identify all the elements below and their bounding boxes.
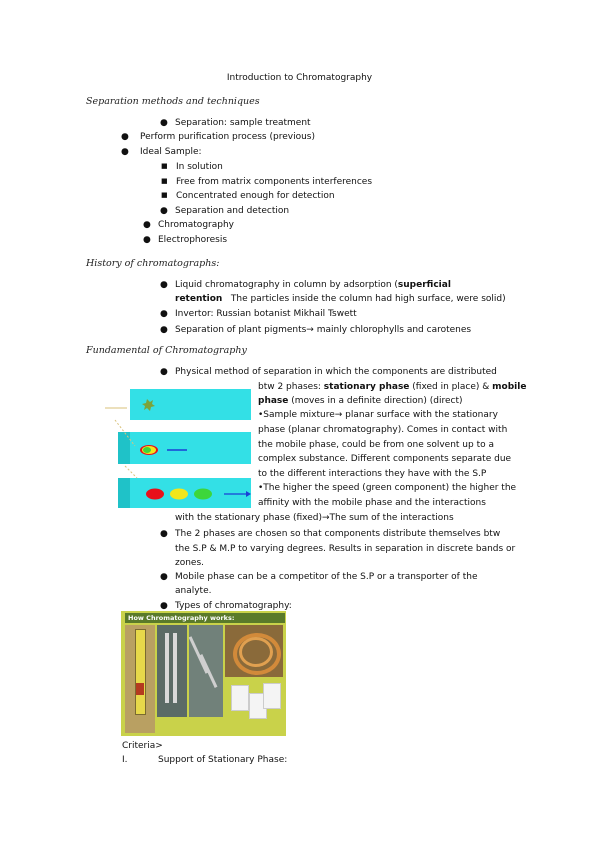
paragraph-line: The 2 phases are chosen so that components distribute themselves btw — [175, 529, 501, 539]
paragraph-speed: •The higher the speed (green component) the higher the affinity with the mobile phase and the interactions — [258, 483, 517, 508]
bold-text: superficial — [397, 280, 451, 290]
bold-text: mobile — [492, 382, 527, 392]
bullet: ● — [143, 235, 151, 245]
bold-text: stationary phase — [323, 382, 410, 392]
page-title: Introduction to Chromatography — [226, 73, 373, 83]
text: btw 2 phases: — [258, 382, 324, 392]
column-band — [136, 683, 144, 695]
tlc-plate-image — [225, 679, 283, 725]
list-item: Separation of plant pigments→ mainly chlorophylls and carotenes — [175, 325, 472, 335]
hplc-column-image — [157, 625, 187, 717]
list-item: Free from matrix components interferences — [176, 177, 373, 187]
planar-chromatography-figure — [105, 386, 255, 510]
paragraph-line: the S.P & M.P to varying degrees. Results in separation in discrete bands or — [175, 544, 516, 554]
paragraph-sample-mixture: •Sample mixture→ planar surface with the stationary phase (planar chromatography). Comes in contact with the mobile phase, could be from one solvent up to a complex substance. Different components separate due to the different interactions they have with the S.P — [258, 410, 512, 480]
paragraph-line: Types of chromatography: — [175, 601, 292, 611]
band-yellow — [170, 489, 188, 500]
hplc-column-image-2 — [189, 625, 223, 717]
paragraph-line — [258, 395, 463, 407]
text: The particles inside the column had high surface, were solid) — [222, 294, 506, 304]
criteria-item: Support of Stationary Phase: — [158, 755, 288, 765]
panel-3-edge — [118, 478, 130, 508]
paragraph-line: Physical method of separation in which the components are distributed — [175, 367, 497, 377]
list-item: Separation and detection — [175, 206, 290, 216]
section-heading-history: History of chromatographs: — [86, 258, 220, 269]
list-item: In solution — [176, 162, 223, 172]
list-item: Ideal Sample: — [140, 147, 202, 157]
capillary-gc-column-image — [225, 625, 283, 677]
spot-green — [143, 447, 151, 453]
paragraph-line: with the stationary phase (fixed)→The sum of the interactions — [175, 513, 454, 523]
square-bullet: ■ — [161, 162, 168, 170]
bold-text: retention — [175, 294, 223, 304]
square-bullet: ■ — [161, 191, 168, 199]
roman-numeral: I. — [122, 755, 128, 765]
paragraph-line: Mobile phase can be a competitor of the S.P or a transporter of the — [175, 572, 478, 582]
bullet: ● — [121, 132, 129, 142]
list-item: Separation: sample treatment — [175, 118, 311, 128]
list-item: Concentrated enough for detection — [176, 191, 335, 201]
bullet: ● — [121, 147, 129, 157]
paragraph-line — [258, 381, 526, 393]
bullet: ● — [160, 367, 168, 377]
glass-column-image — [125, 625, 155, 733]
history-item-line2 — [175, 293, 506, 305]
bullet: ● — [160, 601, 168, 611]
bullet: ● — [143, 220, 151, 230]
history-item-line1 — [175, 279, 451, 291]
bullet: ● — [160, 118, 168, 128]
chromatography-types-photo — [121, 611, 286, 736]
photo-title: How Chromatography works: — [125, 613, 285, 623]
bold-text: phase — [258, 396, 289, 406]
band-red — [146, 489, 164, 500]
bullet: ● — [160, 529, 168, 539]
bullet: ● — [160, 572, 168, 582]
bullet: ● — [160, 206, 168, 216]
bullet: ● — [160, 280, 168, 290]
pointer-dash — [125, 466, 137, 478]
list-item: Invertor: Russian botanist Mikhail Tswett — [175, 309, 357, 319]
text: (fixed in place) & — [409, 382, 493, 392]
section-heading-fundamental: Fundamental of Chromatography — [86, 345, 247, 356]
list-item: Perform purification process (previous) — [140, 132, 315, 142]
paragraph-line: analyte. — [175, 586, 212, 596]
criteria-label: Criteria> — [122, 741, 163, 751]
paragraph-line: zones. — [175, 558, 205, 568]
square-bullet: ■ — [161, 177, 168, 185]
bullet: ● — [160, 325, 168, 335]
text: (moves in a definite direction) (direct) — [288, 396, 463, 406]
text: Liquid chromatography in column by adsorption ( — [175, 280, 398, 290]
column-tube — [135, 629, 146, 715]
list-item: Chromatography — [158, 220, 234, 230]
section-heading-separation: Separation methods and techniques — [86, 96, 260, 107]
list-item: Electrophoresis — [158, 235, 228, 245]
bullet: ● — [160, 309, 168, 319]
band-green — [194, 489, 212, 500]
